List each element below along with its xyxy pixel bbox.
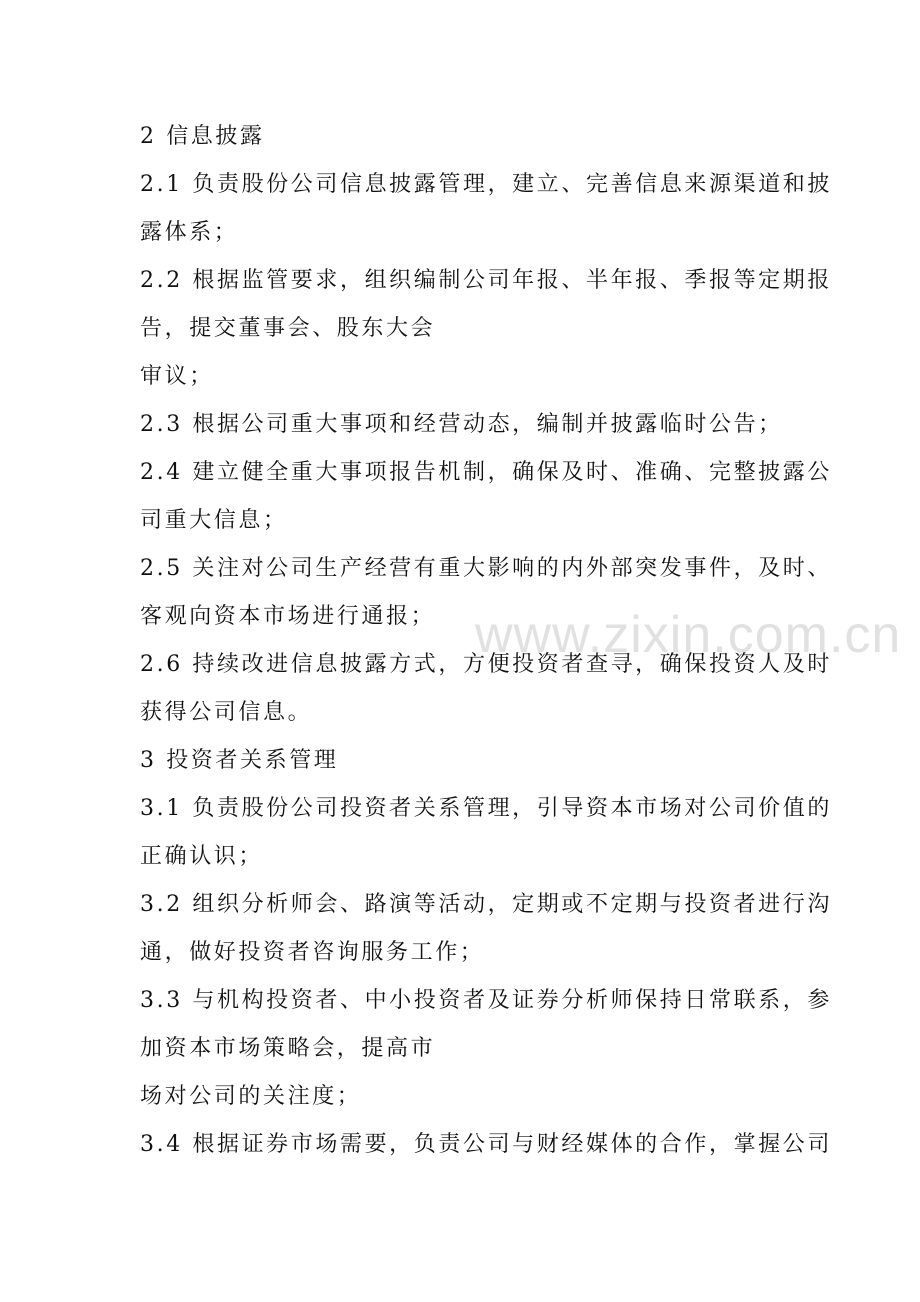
paragraph-line: 2.3 根据公司重大事项和经营动态，编制并披露临时公告； — [140, 412, 783, 437]
paragraph-line: 司重大信息； — [140, 508, 288, 533]
paragraph-line: 2.2 根据监管要求，组织编制公司年报、半年报、季报等定期报 — [140, 268, 832, 293]
paragraph-line: 审议； — [140, 364, 214, 389]
paragraph-line: 3.4 根据证券市场需要，负责公司与财经媒体的合作，掌握公司 — [140, 1132, 832, 1157]
paragraph-line: 2.4 建立健全重大事项报告机制，确保及时、准确、完整披露公 — [140, 460, 832, 485]
paragraph-line: 获得公司信息。 — [140, 700, 313, 725]
paragraph-line: 正确认识； — [140, 844, 264, 869]
paragraph-line: 3.1 负责股份公司投资者关系管理，引导资本市场对公司价值的 — [140, 796, 832, 821]
paragraph-line: 2.1 负责股份公司信息披露管理，建立、完善信息来源渠道和披 — [140, 172, 832, 197]
paragraph-line: 露体系； — [140, 220, 239, 245]
paragraph-line: 客观向资本市场进行通报； — [140, 604, 436, 629]
paragraph-line: 3.2 组织分析师会、路演等活动，定期或不定期与投资者进行沟 — [140, 892, 832, 917]
paragraph-line: 2.6 持续改进信息披露方式，方便投资者查寻，确保投资人及时 — [140, 652, 832, 677]
section-heading: 2 信息披露 — [140, 124, 265, 149]
paragraph-line: 2.5 关注对公司生产经营有重大影响的内外部突发事件，及时、 — [140, 556, 832, 581]
paragraph-line: 告，提交董事会、股东大会 — [140, 316, 436, 341]
section-heading: 3 投资者关系管理 — [140, 748, 339, 773]
paragraph-line: 通，做好投资者咨询服务工作； — [140, 940, 485, 965]
paragraph-line: 场对公司的关注度； — [140, 1084, 362, 1109]
watermark: www.zixin.com.cn — [475, 606, 902, 664]
paragraph-line: 加资本市场策略会，提高市 — [140, 1036, 436, 1061]
paragraph-line: 3.3 与机构投资者、中小投资者及证券分析师保持日常联系，参 — [140, 988, 832, 1013]
